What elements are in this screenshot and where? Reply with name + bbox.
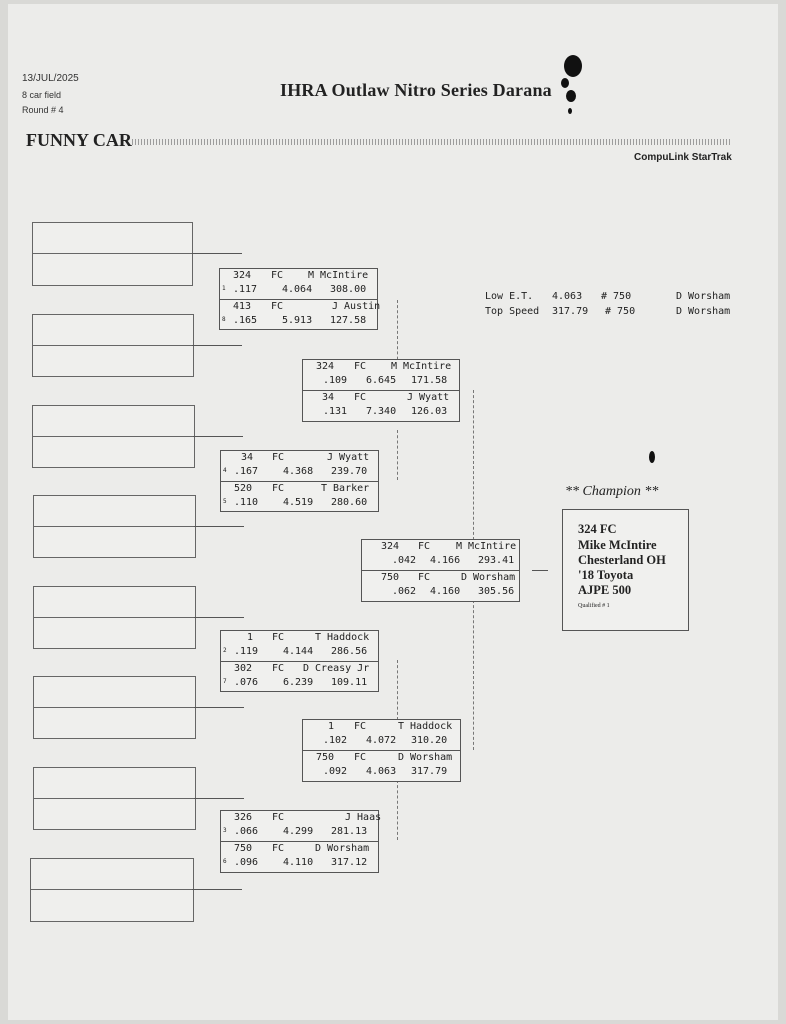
car-class: FC	[271, 270, 284, 281]
elapsed-time: 5.913	[282, 315, 313, 326]
speed: 310.20	[411, 735, 448, 746]
round1-match-4	[220, 810, 382, 873]
champion-box	[562, 509, 689, 631]
blank-entry-box	[32, 222, 193, 286]
reaction-time: .167	[234, 466, 259, 477]
car-class: FC	[272, 632, 285, 643]
seed: 5	[223, 498, 227, 505]
car-class: FC	[272, 483, 285, 494]
ink-blot	[564, 55, 582, 77]
bracket-line	[194, 617, 244, 618]
car-class: FC	[272, 663, 285, 674]
car-class: FC	[354, 721, 367, 732]
car-class: FC	[271, 301, 284, 312]
car-number: 1	[247, 632, 254, 643]
seed: 8	[222, 316, 226, 323]
speed: 308.00	[330, 284, 367, 295]
speed: 293.41	[478, 555, 515, 566]
bracket-line	[192, 889, 242, 890]
car-number: 750	[234, 843, 253, 854]
seed: 4	[223, 467, 227, 474]
lane-bottom	[221, 841, 378, 871]
speed: 286.56	[331, 646, 368, 657]
speed: 239.70	[331, 466, 368, 477]
reaction-time: .110	[234, 497, 259, 508]
bracket-connector	[473, 600, 474, 750]
blank-entry-box	[33, 767, 196, 830]
lane-bottom	[221, 481, 378, 511]
blank-entry-box	[32, 314, 194, 377]
reaction-time: .119	[234, 646, 259, 657]
low-et-driver: D Worsham	[676, 291, 731, 302]
top-speed-car: # 750	[605, 306, 636, 317]
speed: 109.11	[331, 677, 368, 688]
header-divider	[132, 139, 730, 145]
driver-name: D Worsham	[315, 843, 370, 854]
top-speed-value: 317.79	[552, 306, 589, 317]
reaction-time: .165	[233, 315, 258, 326]
lane-bottom	[303, 390, 459, 420]
car-class: FC	[272, 812, 285, 823]
bracket-line	[192, 253, 242, 254]
speed: 317.12	[331, 857, 368, 868]
lane-bottom	[362, 570, 519, 600]
lane-top	[303, 360, 459, 390]
timing-system: CompuLink StarTrak	[634, 152, 732, 163]
car-number: 413	[233, 301, 252, 312]
blank-entry-box	[32, 405, 195, 468]
speed: 280.60	[331, 497, 368, 508]
reaction-time: .062	[392, 586, 417, 597]
elapsed-time: 4.072	[366, 735, 397, 746]
driver-name: T Barker	[321, 483, 370, 494]
reaction-time: .131	[323, 406, 348, 417]
blank-entry-box	[30, 858, 194, 922]
driver-name: D Creasy Jr	[303, 663, 370, 674]
low-et-car: # 750	[601, 291, 632, 302]
elapsed-time: 6.239	[283, 677, 314, 688]
class-title: FUNNY CAR	[26, 130, 132, 150]
car-number: 326	[234, 812, 253, 823]
lane-top	[221, 811, 382, 841]
speed: 127.58	[330, 315, 367, 326]
bracket-line	[194, 707, 244, 708]
reaction-time: .066	[234, 826, 259, 837]
bracket-line	[194, 798, 244, 799]
driver-name: T Haddock	[315, 632, 370, 643]
field-size: 8 car field	[22, 90, 62, 100]
car-number: 324	[316, 361, 335, 372]
reaction-time: .076	[234, 677, 259, 688]
speed: 171.58	[411, 375, 448, 386]
bracket-connector	[397, 780, 398, 840]
champion-heading: ** Champion **	[565, 484, 659, 499]
ink-blot	[649, 451, 655, 463]
low-et-label: Low E.T.	[485, 291, 534, 302]
champion-hometown: Chesterland OH	[578, 553, 666, 567]
lane-top	[221, 631, 378, 661]
speed: 126.03	[411, 406, 448, 417]
reaction-time: .042	[392, 555, 417, 566]
driver-name: T Haddock	[398, 721, 453, 732]
car-number: 750	[381, 572, 400, 583]
elapsed-time: 4.160	[430, 586, 461, 597]
round1-match-2	[220, 450, 379, 512]
seed: 7	[223, 678, 227, 685]
blank-entry-box	[33, 495, 196, 558]
speed: 281.13	[331, 826, 368, 837]
bracket-connector	[397, 430, 398, 480]
champion-engine: AJPE 500	[578, 583, 632, 597]
seed: 3	[223, 827, 227, 834]
seed: 1	[222, 285, 226, 292]
round1-match-1	[219, 268, 381, 330]
reaction-time: .096	[234, 857, 259, 868]
driver-name: J Wyatt	[327, 452, 370, 463]
low-et-value: 4.063	[552, 291, 583, 302]
car-number: 34	[241, 452, 254, 463]
bracket-line	[192, 345, 242, 346]
car-class: FC	[272, 452, 285, 463]
elapsed-time: 4.110	[283, 857, 314, 868]
round1-match-3	[220, 630, 379, 692]
car-number: 324	[233, 270, 252, 281]
top-speed-driver: D Worsham	[676, 306, 731, 317]
car-number: 34	[322, 392, 335, 403]
car-number: 324	[381, 541, 400, 552]
driver-name: M McIntire	[391, 361, 452, 372]
reaction-time: .117	[233, 284, 258, 295]
car-number: 302	[234, 663, 253, 674]
lane-top	[362, 540, 519, 570]
elapsed-time: 4.166	[430, 555, 461, 566]
bracket-connector	[473, 390, 474, 540]
lane-top	[221, 451, 378, 481]
champion-vehicle: '18 Toyota	[578, 568, 634, 582]
reaction-time: .109	[323, 375, 348, 386]
ink-blot	[568, 108, 572, 114]
elapsed-time: 4.063	[366, 766, 397, 777]
lane-bottom	[220, 299, 381, 329]
champion-car-class: 324 FC	[578, 522, 617, 536]
final-match	[361, 539, 520, 602]
seed: 6	[223, 858, 227, 865]
elapsed-time: 7.340	[366, 406, 397, 417]
elapsed-time: 6.645	[366, 375, 397, 386]
car-class: FC	[418, 541, 431, 552]
lane-top	[303, 720, 460, 750]
car-class: FC	[354, 752, 367, 763]
bracket-line	[532, 570, 548, 571]
car-class: FC	[354, 392, 367, 403]
driver-name: M McIntire	[456, 541, 517, 552]
seed: 2	[223, 647, 227, 654]
car-class: FC	[354, 361, 367, 372]
elapsed-time: 4.519	[283, 497, 314, 508]
car-number: 520	[234, 483, 253, 494]
bracket-line	[194, 526, 244, 527]
driver-name: D Worsham	[461, 572, 516, 583]
driver-name: J Wyatt	[407, 392, 450, 403]
elapsed-time: 4.299	[283, 826, 314, 837]
driver-name: J Austin	[332, 301, 381, 312]
driver-name: J Haas	[345, 812, 382, 823]
car-class: FC	[272, 843, 285, 854]
bracket-connector	[397, 660, 398, 720]
event-title: IHRA Outlaw Nitro Series Darana	[280, 80, 552, 100]
elapsed-time: 4.144	[283, 646, 314, 657]
reaction-time: .102	[323, 735, 348, 746]
semifinal-match-1	[302, 359, 460, 422]
blank-entry-box	[33, 676, 196, 739]
lane-top	[220, 269, 377, 299]
ink-blot	[566, 90, 576, 102]
champion-name: Mike McIntire	[578, 538, 657, 552]
speed: 317.79	[411, 766, 448, 777]
reaction-time: .092	[323, 766, 348, 777]
elapsed-time: 4.368	[283, 466, 314, 477]
speed: 305.56	[478, 586, 515, 597]
car-class: FC	[418, 572, 431, 583]
car-number: 750	[316, 752, 335, 763]
top-speed-label: Top Speed	[485, 306, 540, 317]
race-date: 13/JUL/2025	[22, 73, 79, 84]
lane-bottom	[221, 661, 378, 691]
round-number: Round # 4	[22, 105, 64, 115]
car-number: 1	[328, 721, 335, 732]
champion-qualified: Qualified # 1	[578, 603, 610, 609]
blank-entry-box	[33, 586, 196, 649]
lane-bottom	[303, 750, 460, 780]
driver-name: D Worsham	[398, 752, 453, 763]
elapsed-time: 4.064	[282, 284, 313, 295]
ink-blot	[561, 78, 569, 88]
semifinal-match-2	[302, 719, 461, 782]
driver-name: M McIntire	[308, 270, 369, 281]
bracket-line	[193, 436, 243, 437]
